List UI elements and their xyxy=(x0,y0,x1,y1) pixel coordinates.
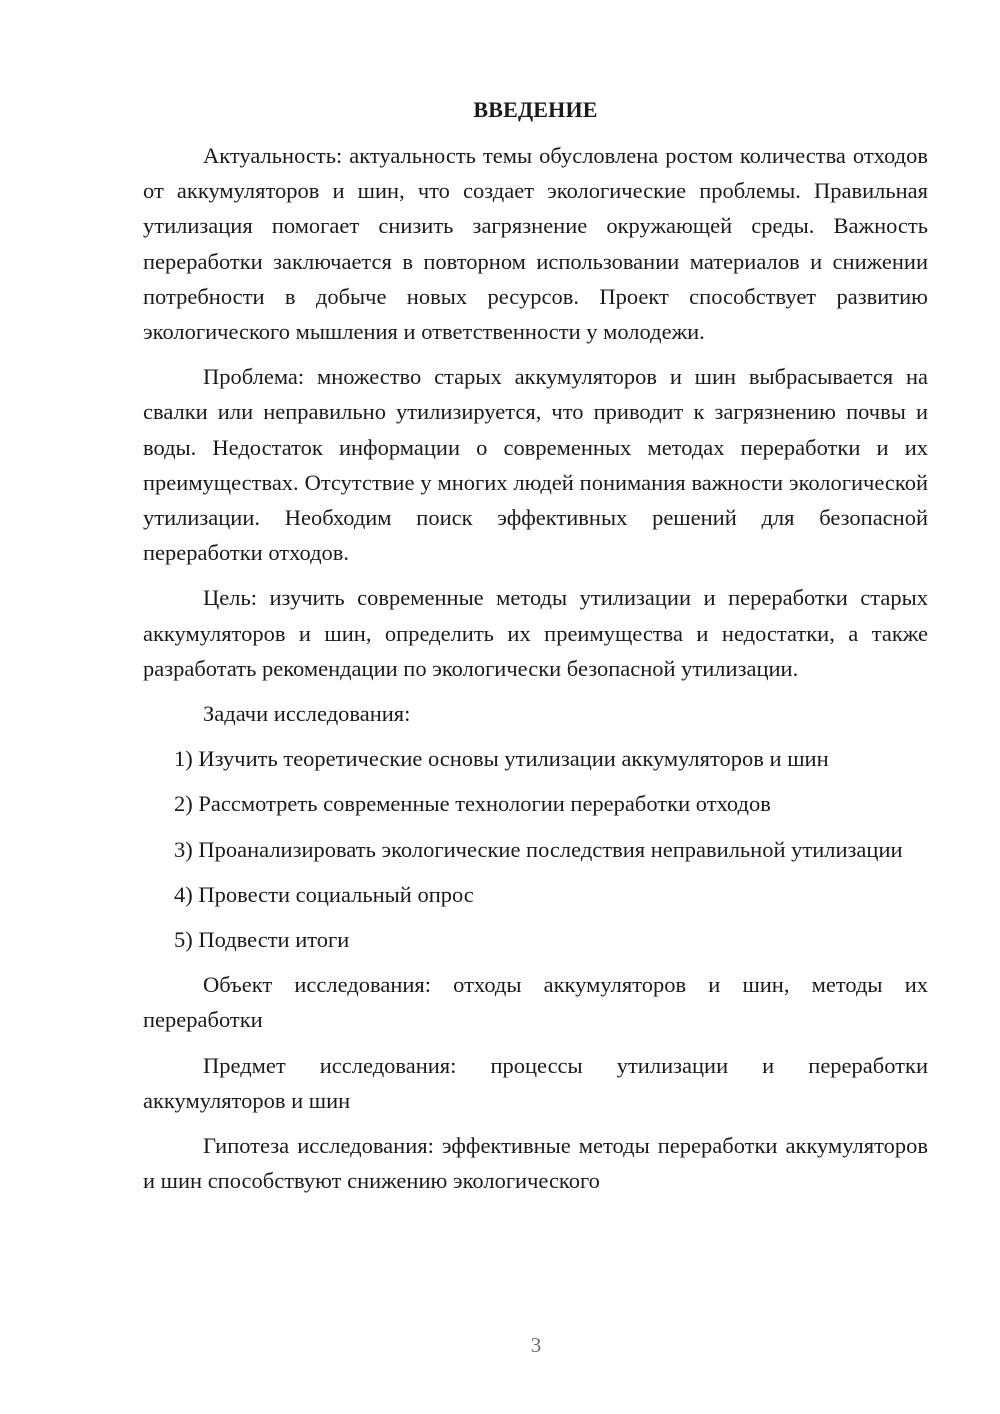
paragraph-goal: Цель: изучить современные методы утилизации и переработки старых аккумуляторов и шин, определить их преимущества и недостатки, а также разработать рекомендации по экологически безопасной утилизации. xyxy=(143,585,928,681)
task-item: 4) Провести социальный опрос xyxy=(174,881,474,907)
page-number: 3 xyxy=(530,1333,542,1357)
paragraph-subject: Предмет исследования: процессы утилизации и переработки аккумуляторов и шин xyxy=(143,1052,928,1113)
tasks-list xyxy=(143,741,928,957)
page-content xyxy=(143,92,928,1208)
tasks-heading: Задачи исследования: xyxy=(203,701,411,727)
paragraph-hypothesis: Гипотеза исследования: эффективные методы переработки аккумуляторов и шин способствуют снижению экологического xyxy=(143,1133,928,1194)
task-item: 2) Рассмотреть современные технологии переработки отходов xyxy=(174,791,771,817)
task-item: 5) Подвести итоги xyxy=(174,927,350,953)
task-item: 3) Проанализировать экологические последствия неправильной утилизации xyxy=(174,836,903,862)
section-title: ВВЕДЕНИЕ xyxy=(473,97,598,122)
task-item: 1) Изучить теоретические основы утилизации аккумуляторов и шин xyxy=(174,746,829,772)
paragraph-problem: Проблема: множество старых аккумуляторов и шин выбрасывается на свалки или неправильно утилизируется, что приводит к загрязнению почвы и воды. Недостаток информации о современных методах переработки и их преимуществах. Отсутствие у многих людей понимания важности экологической утилизации. Необходим поиск эффективных решений для безопасной переработки отходов. xyxy=(143,364,928,566)
paragraph-object: Объект исследования: отходы аккумуляторов и шин, методы их переработки xyxy=(143,972,928,1033)
paragraph-relevance: Актуальность: актуальность темы обусловлена ростом количества отходов от аккумуляторов и шин, что создает экологические проблемы. Правильная утилизация помогает снизить загрязнение окружающей среды. Важность переработки заключается в повторном использовании материалов и снижении потребности в добыче новых ресурсов. Проект способствует развитию экологического мышления и ответственности у молодежи. xyxy=(143,143,928,345)
